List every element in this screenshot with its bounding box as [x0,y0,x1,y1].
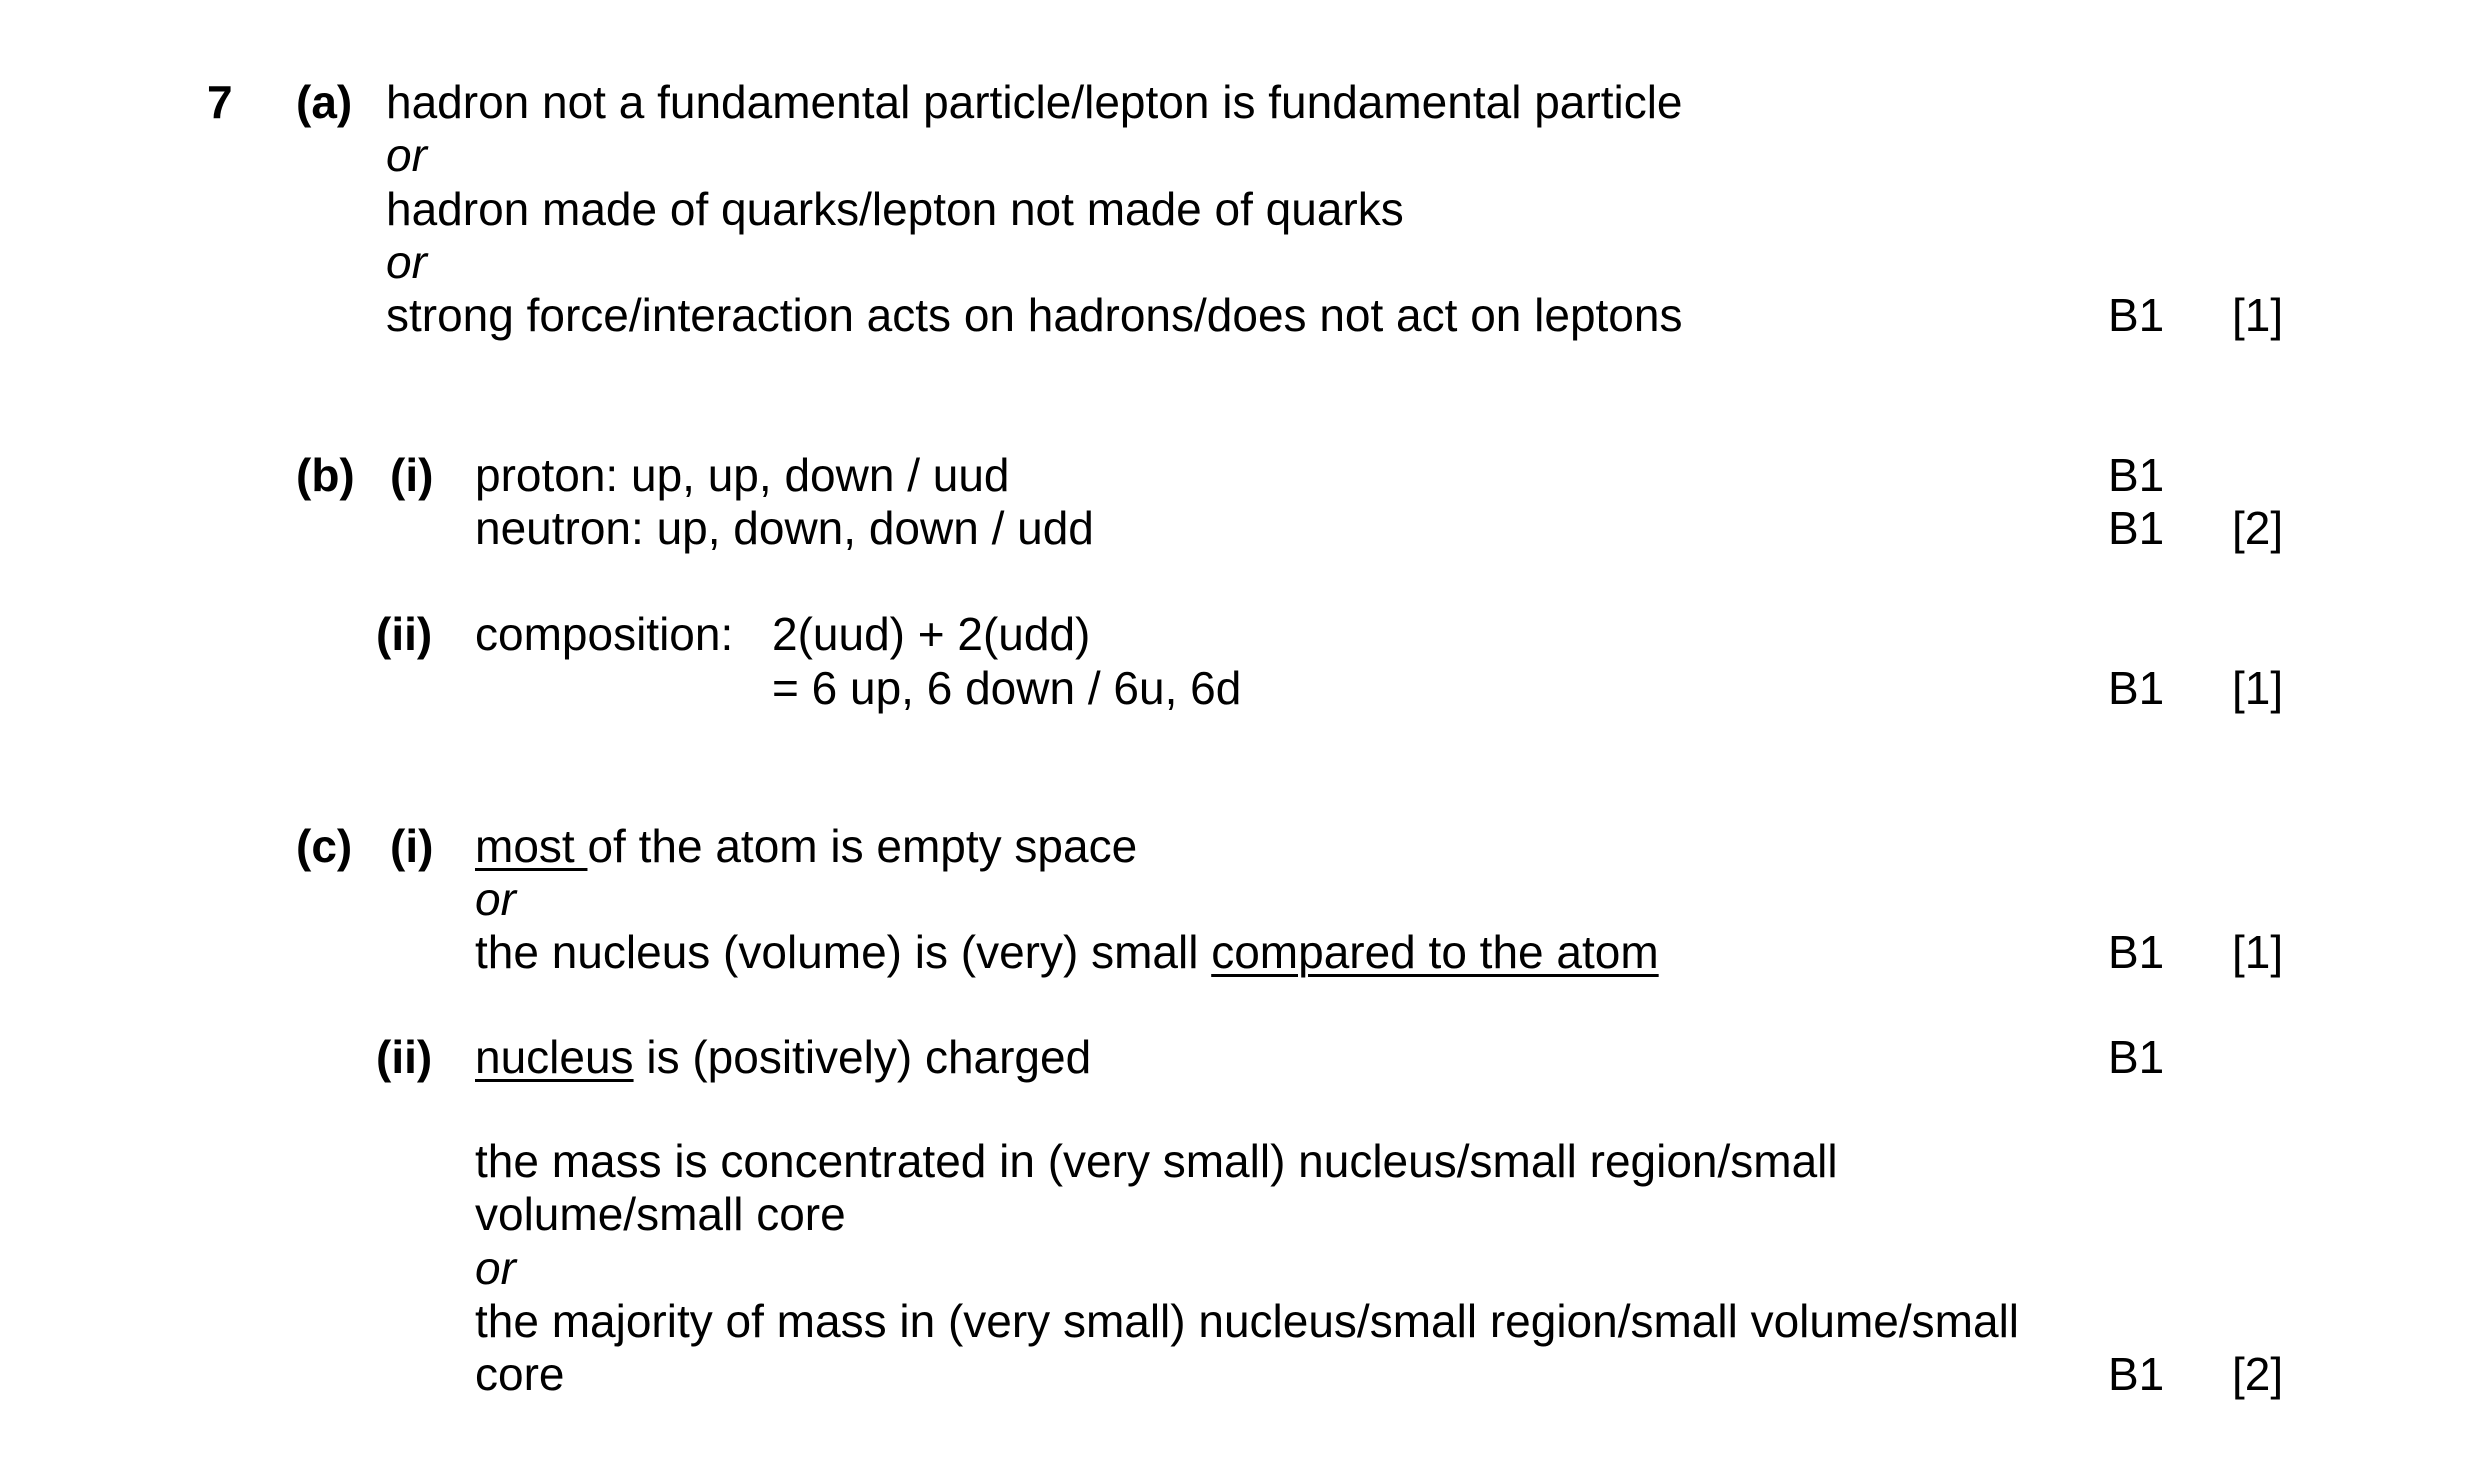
part-a-mark: B1 [2108,289,2165,341]
part-a-answer-line-1: hadron not a fundamental particle/lepton is fundamental particle [386,76,1683,128]
part-a-label: (a) [296,76,353,128]
part-b-label: (b) [296,449,355,501]
part-b-ii-label: (ii) [376,608,433,660]
part-b-ii-line-2: = 6 up, 6 down / 6u, 6d [772,662,1242,714]
part-a-total: [1] [2232,289,2284,341]
part-c-i-line-1 [475,819,1137,873]
underlined-most: most [475,820,588,872]
part-b-ii-total: [1] [2232,662,2284,714]
part-c-i-total: [1] [2232,926,2284,978]
part-c-i-mark: B1 [2108,926,2165,978]
part-a-answer-line-2: hadron made of quarks/lepton not made of quarks [386,183,1404,235]
underlined-nucleus: nucleus [475,1031,634,1083]
part-c-i-or: or [475,873,516,925]
part-b-i-total: [2] [2232,502,2284,554]
underlined-compared-to-atom: compared to the atom [1211,926,1659,978]
part-b-ii-line-1: 2(uud) + 2(udd) [772,608,1091,660]
part-c-ii-mark-2: B1 [2108,1348,2165,1400]
part-b-i-mark-1: B1 [2108,449,2165,501]
part-c-ii-line-5: core [475,1348,565,1400]
part-c-i-line-1-rest: of the atom is empty space [587,820,1138,872]
part-c-ii-label: (ii) [376,1031,433,1083]
part-c-i-line-2-start: the nucleus (volume) is (very) small [475,926,1212,978]
part-a-answer-line-3: strong force/interaction acts on hadrons/does not act on leptons [386,289,1683,341]
part-c-ii-total: [2] [2232,1348,2284,1400]
part-c-ii-mark-1: B1 [2108,1031,2165,1083]
part-b-ii-heading: composition: [475,608,734,660]
question-number: 7 [207,76,233,128]
part-c-ii-line-1-rest: is (positively) charged [633,1031,1092,1083]
part-b-ii-mark: B1 [2108,662,2165,714]
part-c-ii-line-1 [475,1030,1091,1084]
part-b-i-proton: proton: up, up, down / uud [475,449,1010,501]
part-c-label: (c) [296,820,353,872]
part-c-ii-line-2: the mass is concentrated in (very small) nucleus/small region/small [475,1135,1838,1187]
part-c-ii-line-4: the majority of mass in (very small) nucleus/small region/small volume/small [475,1295,2020,1347]
part-a-or-1: or [386,129,427,181]
part-b-i-mark-2: B1 [2108,502,2165,554]
part-b-i-label: (i) [390,449,434,501]
part-b-i-neutron: neutron: up, down, down / udd [475,502,1094,554]
part-c-i-label: (i) [390,820,434,872]
part-c-ii-line-3: volume/small core [475,1188,846,1240]
part-c-ii-or: or [475,1242,516,1294]
part-c-i-line-2 [475,925,1659,979]
part-a-or-2: or [386,236,427,288]
